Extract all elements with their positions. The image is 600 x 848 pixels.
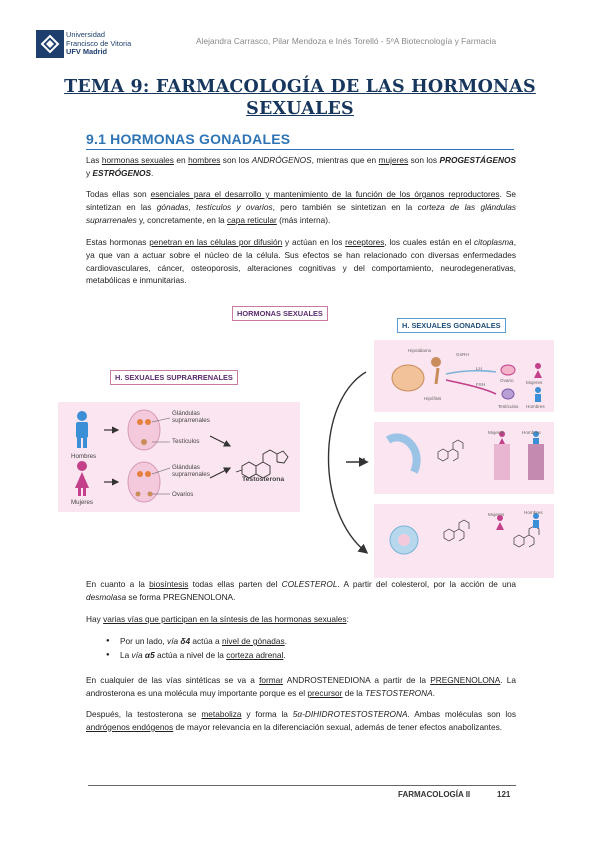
label-mujeres: Mujeres (71, 499, 94, 506)
hormones-figure (56, 302, 556, 578)
logo-mark-icon (36, 30, 64, 58)
paragraph-1: Las hormonas sexuales en hombres son los ANDRÓGENOS, mientras que en mujeres son los PROGESTÁGENOS y ESTRÓGENOS. (86, 155, 517, 178)
logo-line-2: Francisco de Vitoria (66, 38, 132, 48)
pathways-list (106, 634, 506, 662)
section-heading: 9.1 HORMONAS GONADALES (86, 131, 291, 147)
label-fsh: FSH (476, 382, 486, 387)
label-hipotalamo: Hipotálamo (408, 348, 432, 353)
paragraph-6: En cualquier de las vías sintéticas se va a formar ANDROSTENEDIONA a partir de la PREGNENOLONA. La androsterona es una molécula muy importante porque es el precursor de la TESTOSTERONA. (86, 675, 516, 698)
woman-icon (75, 461, 89, 496)
page-title: TEMA 9: FARMACOLOGÍA DE LAS HORMONAS SEXUALES (64, 77, 536, 119)
university-logo (36, 30, 146, 60)
label-testiculos-r1: Testículos (498, 404, 519, 409)
label-ovario: Ovario (500, 378, 514, 383)
label-r3-mujeres: Mujeres (488, 512, 505, 517)
man-icon (76, 411, 88, 448)
paragraph-2: Todas ellas son esenciales para el desarrollo y mantenimiento de la función de los órganos reproductores. Se sintetizan en las gónadas, testículos y ovarios, pero también se sintetizan en la corteza de las glándulas suprarrenales y, concretamente, en la capa reticular (más interna). (86, 189, 516, 225)
label-hombres: Hombres (71, 453, 97, 460)
paragraph-4: En cuanto a la biosíntesis todas ellas parten del COLESTEROL. A partir del colesterol, por la acción de una desmolasa se forma PREGNENOLONA. (86, 579, 516, 602)
label-ovarios: Ovarios (172, 491, 194, 498)
header-authors: Alejandra Carrasco, Pilar Mendoza e Inés Torelló - 5ºA Biotecnología y Farmacia (196, 36, 497, 46)
figure-main-label: HORMONAS SEXUALES (232, 306, 328, 321)
pathway-item: ● La vía α5 actúa a nivel de la corteza adrenal. (106, 648, 506, 662)
label-r1-mujeres: Mujeres (526, 380, 543, 385)
section-rule (86, 149, 514, 150)
figure-left-label: H. SEXUALES SUPRARRENALES (110, 370, 238, 385)
label-glandulas-2: Glándulas suprarrenales (172, 464, 210, 478)
label-r2-hombres: Hombres (522, 430, 541, 435)
label-lh: LH (476, 366, 482, 371)
paragraph-7: Después, la testosterona se metaboliza y forma la 5α-DIHIDROTESTOSTERONA. Ambas moléculas son los andrógenos endógenos de mayor relevancia en la diferenciación sexual, además de tener efectos anabolizantes. (86, 709, 516, 732)
pathway-item: ● Por un lado, vía δ4 actúa a nivel de gónadas. (106, 634, 506, 648)
label-gnrh: GnRH (456, 352, 469, 357)
footer-rule (88, 785, 516, 786)
label-glandulas-1: Glándulas suprarrenales (172, 410, 210, 424)
label-hipofisis: Hipófisis (424, 396, 442, 401)
logo-line-1: Universidad (66, 30, 106, 39)
paragraph-5: Hay varias vías que participan en la síntesis de las hormonas sexuales: (86, 614, 349, 624)
label-testiculos: Testículos (172, 438, 200, 445)
footer-page-number: 121 (497, 790, 511, 799)
label-r2-mujeres: Mujeres (488, 430, 505, 435)
label-r3-hombres: Hombres (524, 510, 543, 515)
figure-right-label: H. SEXUALES GONADALES (397, 318, 506, 333)
footer-course: FARMACOLOGÍA II (398, 790, 471, 799)
label-testosterona: Testosterona (242, 476, 285, 483)
curved-arrows-icon (306, 362, 376, 562)
gonadal-illustration (374, 340, 554, 578)
label-r1-hombres: Hombres (526, 404, 545, 409)
logo-line-3: UFV Madrid (66, 47, 108, 57)
paragraph-3: Estas hormonas penetran en las células por difusión y actúan en los receptores, los cuales están en el citoplasma, ya que van a actuar sobre el núcleo de la célula. Sus efectos se han relacionado con diversas enfermedades cardiovasculares, cáncer, osteoporosis, alteraciones cognitivas y del comportamiento, neurodegenerativas, metabólicas e inmunitarias. (86, 237, 516, 286)
